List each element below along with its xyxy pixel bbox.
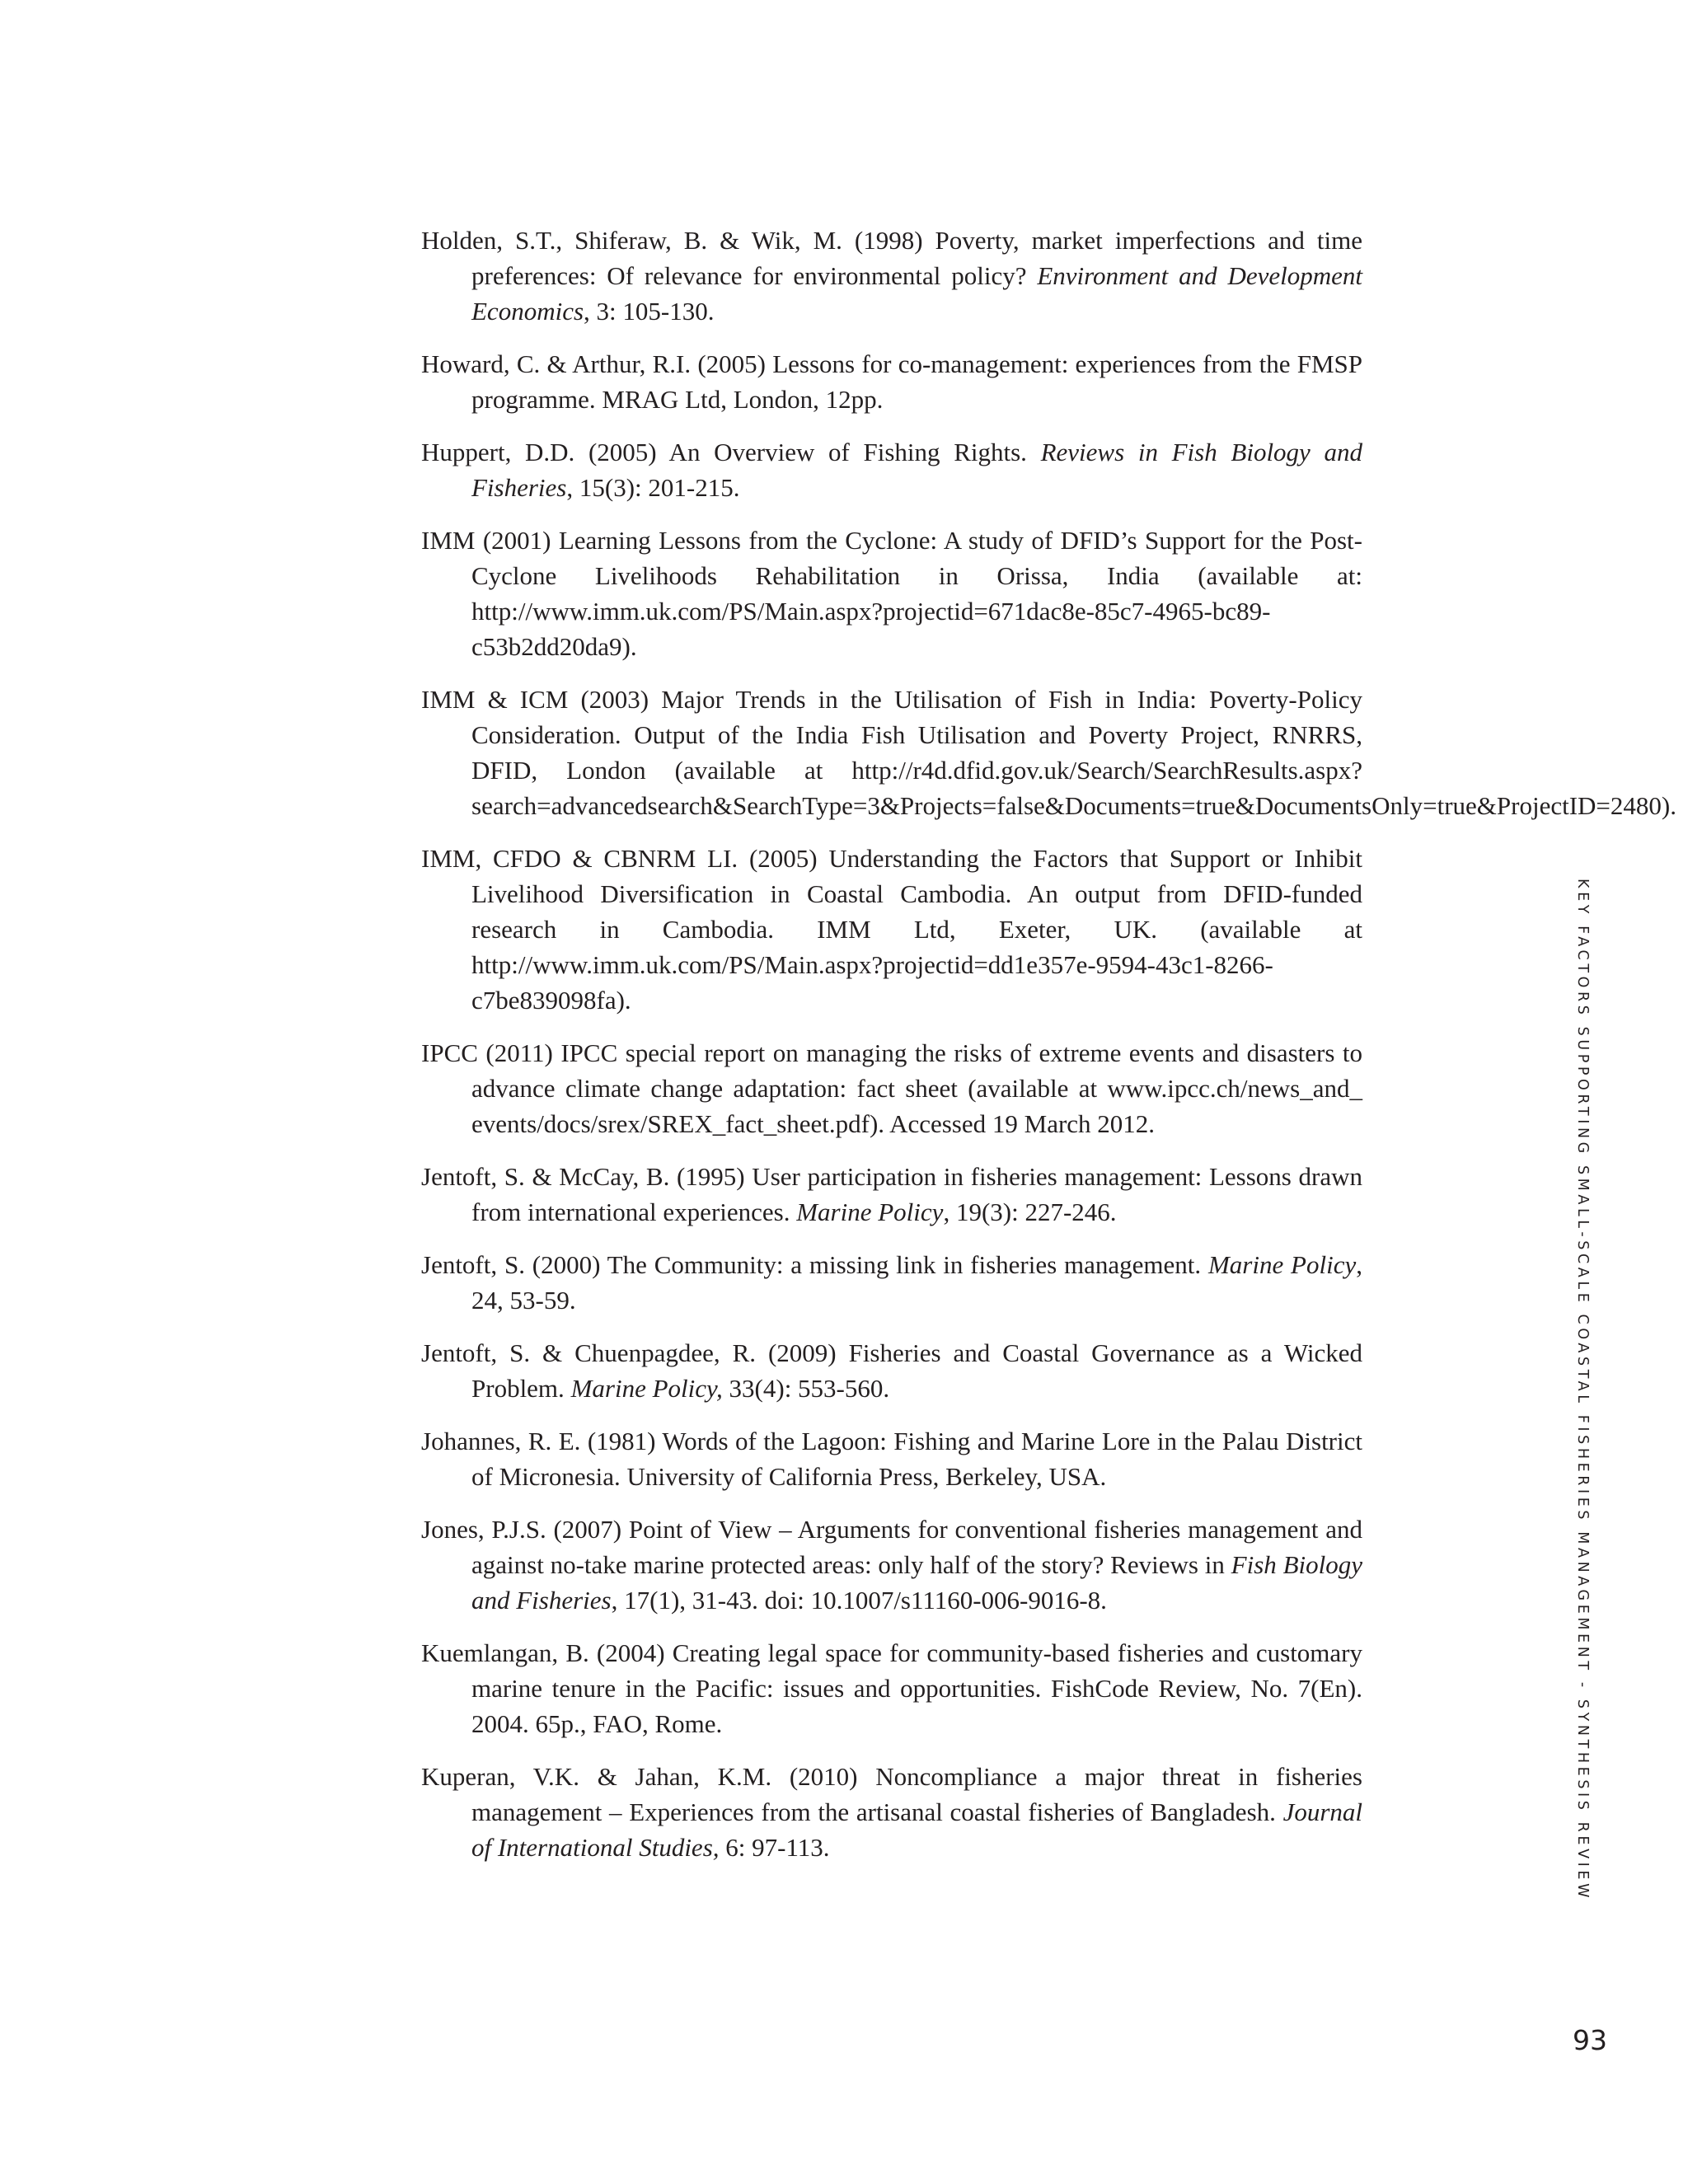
reference-entry — [421, 1335, 1362, 1406]
reference-text: Kuperan, V.K. & Jahan, K.M. (2010) Noncompliance a major threat in fisheries management – Experiences from the artisanal coastal fisheries of Bangladesh. — [421, 1762, 1362, 1826]
reference-text: Jones, P.J.S. (2007) Point of View – Arguments for conventional fisheries management and against no-take marine protected areas: only half of the story? Reviews in — [421, 1515, 1362, 1579]
reference-entry — [421, 346, 1362, 417]
reference-citation: , 3: 105-130. — [584, 297, 715, 326]
reference-text: Huppert, D.D. (2005) An Overview of Fishing Rights. — [421, 438, 1041, 466]
reference-entry — [421, 223, 1362, 329]
reference-journal: Reviews in Fish Biology and Fisheries — [471, 438, 1362, 502]
reference-entry — [421, 1635, 1362, 1741]
reference-citation: 33(4): 553-560. — [722, 1374, 890, 1403]
reference-journal: Marine Policy — [1207, 1250, 1357, 1279]
reference-journal: Environment and Development Economics — [471, 261, 1362, 326]
reference-citation: 6: 97-113. — [719, 1833, 830, 1862]
reference-citation: , 24, 53-59. — [471, 1250, 1362, 1315]
reference-journal: Marine Policy — [796, 1197, 944, 1226]
reference-text: IMM & ICM (2003) Major Trends in the Utilisation of Fish in India: Poverty-Policy Consideration. Output of the India Fish Utilisation and Poverty Project, RNRRS, DFID, London (available at http://r4d.dfid.gov.uk/Search/SearchResults.aspx?search=advancedsearch&SearchType=3&Projects=false&Documents=true&DocumentsOnly=true&ProjectID=2480). — [421, 685, 1676, 820]
reference-text: Johannes, R. E. (1981) Words of the Lagoon: Fishing and Marine Lore in the Palau District of Micronesia. University of California Press, Berkeley, USA. — [421, 1427, 1362, 1491]
reference-citation: , 17(1), 31-43. doi: 10.1007/s11160-006-9016-8. — [611, 1586, 1107, 1615]
reference-text: Kuemlangan, B. (2004) Creating legal space for community-based fisheries and customary marine tenure in the Pacific: issues and opportunities. FishCode Review, No. 7(En). 2004. 65p., FAO, Rome. — [421, 1638, 1362, 1738]
reference-text: Jentoft, S. & McCay, B. (1995) User participation in fisheries management: Lessons drawn from international experiences. — [421, 1162, 1362, 1226]
reference-entry — [421, 1159, 1362, 1230]
reference-entry — [421, 1511, 1362, 1618]
reference-entry — [421, 434, 1362, 505]
reference-entry — [421, 523, 1362, 664]
reference-text: IMM (2001) Learning Lessons from the Cyclone: A study of DFID’s Support for the Post-Cyclone Livelihoods Rehabilitation in Orissa, India (available at: http://www.imm.uk.com/PS/Main.aspx?projectid=671dac8e-85c7-4965-bc89-c53b2dd20da9). — [421, 526, 1362, 661]
reference-journal: Fish Biology and Fisheries — [471, 1550, 1362, 1615]
reference-entry — [421, 1247, 1362, 1318]
page-number: 93 — [1573, 2024, 1607, 2056]
reference-entry — [421, 1423, 1362, 1494]
reference-text: Holden, S.T., Shiferaw, B. & Wik, M. (1998) Poverty, market imperfections and time preferences: Of relevance for environmental policy? — [421, 226, 1362, 290]
reference-text: IPCC (2011) IPCC special report on managing the risks of extreme events and disasters to advance climate change adaptation: fact sheet (available at www.ipcc.ch/news_and_ events/docs/srex/SREX_fact_sheet.pdf). Accessed 19 March 2012. — [421, 1038, 1362, 1138]
reference-text: Jentoft, S. & Chuenpagdee, R. (2009) Fisheries and Coastal Governance as a Wicked Problem. — [421, 1338, 1362, 1403]
reference-text: IMM, CFDO & CBNRM LI. (2005) Understanding the Factors that Support or Inhibit Livelihood Diversification in Coastal Cambodia. An output from DFID-funded research in Cambodia. IMM Ltd, Exeter, UK. (available at http://www.imm.uk.com/PS/Main.aspx?projectid=dd1e357e-9594-43c1-8266-c7be839098fa). — [421, 844, 1362, 1015]
reference-text: Jentoft, S. (2000) The Community: a missing link in fisheries management. — [421, 1250, 1208, 1279]
reference-citation: , 19(3): 227-246. — [943, 1197, 1117, 1226]
reference-journal: Journal of International Studies, — [471, 1797, 1362, 1862]
running-head: KEY FACTORS SUPPORTING SMALL-SCALE COASTAL FISHERIES MANAGEMENT - SYNTHESIS REVIEW — [1574, 879, 1591, 1901]
reference-journal: Marine Policy, — [570, 1374, 723, 1403]
reference-entry — [421, 1759, 1362, 1865]
reference-text: Howard, C. & Arthur, R.I. (2005) Lessons for co-management: experiences from the FMSP programme. MRAG Ltd, London, 12pp. — [421, 349, 1362, 414]
reference-citation: , 15(3): 201-215. — [566, 473, 740, 502]
reference-entry — [421, 682, 1676, 823]
reference-entry — [421, 1035, 1362, 1141]
reference-entry — [421, 841, 1362, 1018]
